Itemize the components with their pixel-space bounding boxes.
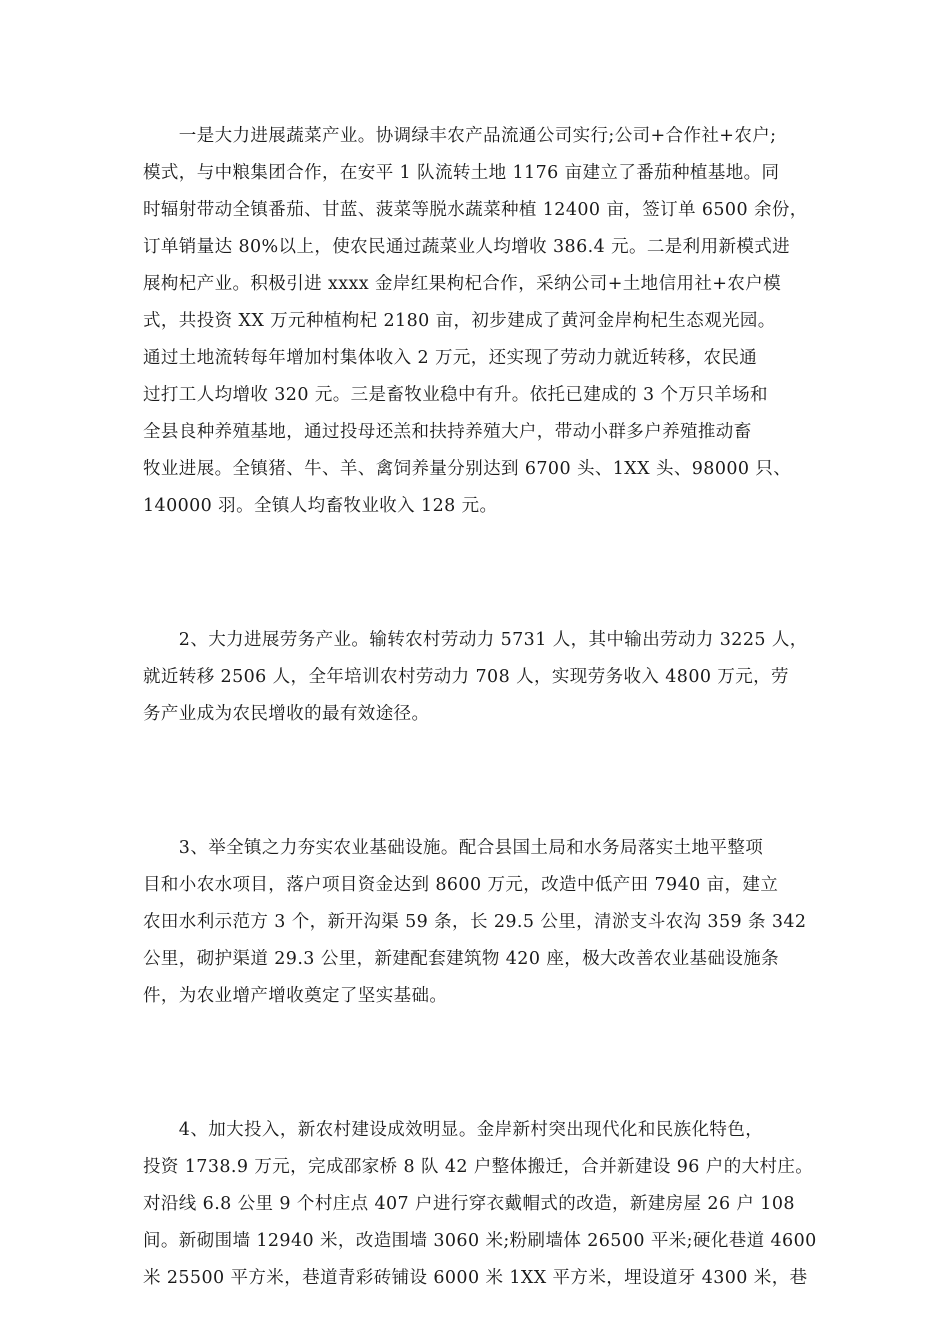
text-line: 展枸杞产业。积极引进 xxxx 金岸红果枸杞合作，采纳公司+土地信用社+农户模 (143, 274, 782, 294)
text-line: 一是大力进展蔬菜产业。协调绿丰农产品流通公司实行;公司+合作社+农户; (143, 126, 777, 146)
text-line: 4、加大投入，新农村建设成效明显。金岸新村突出现代化和民族化特色， (143, 1120, 764, 1140)
text-line: 全县良种养殖基地，通过投母还羔和扶持养殖大户，带动小群多户养殖推动畜 (143, 422, 752, 442)
text-line: 式，共投资 XX 万元种植枸杞 2180 亩，初步建成了黄河金岸枸杞生态观光园。 (143, 311, 776, 331)
text-line: 目和小农水项目，落户项目资金达到 8600 万元，改造中低产田 7940 亩，建立 (143, 875, 779, 895)
text-line: 务产业成为农民增收的最有效途径。 (143, 704, 430, 724)
text-line: 牧业进展。全镇猪、牛、羊、禽饲养量分别达到 6700 头、1XX 头、98000 只、 (143, 459, 792, 479)
text-line: 米 25500 平方米，巷道青彩砖铺设 6000 米 1XX 平方米，埋设道牙 4300 米，巷 (143, 1268, 808, 1288)
text-line: 公里，砌护渠道 29.3 公里，新建配套建筑物 420 座，极大改善农业基础设施条 (143, 949, 780, 969)
text-line: 模式，与中粮集团合作，在安平 1 队流转土地 1176 亩建立了番茄种植基地。同 (143, 163, 780, 183)
text-line: 时辐射带动全镇番茄、甘蓝、菠菜等脱水蔬菜种植 12400 亩，签订单 6500 余份， (143, 200, 808, 220)
text-line: 2、大力进展劳务产业。输转农村劳动力 5731 人，其中输出劳动力 3225 人， (143, 630, 808, 650)
text-line: 间。新砌围墙 12940 米，改造围墙 3060 米;粉刷墙体 26500 平米;硬化巷道 4600 (143, 1231, 817, 1251)
text-line: 140000 羽。全镇人均畜牧业收入 128 元。 (143, 496, 498, 516)
text-line: 订单销量达 80%以上，使农民通过蔬菜业人均增收 386.4 元。二是利用新模式进 (143, 237, 791, 257)
text-line: 过打工人均增收 320 元。三是畜牧业稳中有升。依托已建成的 3 个万只羊场和 (143, 385, 768, 405)
text-line: 就近转移 2506 人，全年培训农村劳动力 708 人，实现劳务收入 4800 万元，劳 (143, 667, 789, 687)
text-line: 件，为农业增产增收奠定了坚实基础。 (143, 986, 448, 1006)
text-line: 投资 1738.9 万元，完成邵家桥 8 队 42 户整体搬迁，合并新建设 96 户的大村庄。 (143, 1157, 814, 1177)
text-line: 3、举全镇之力夯实农业基础设施。配合县国土局和水务局落实土地平整项 (143, 838, 764, 858)
text-line: 通过土地流转每年增加村集体收入 2 万元，还实现了劳动力就近转移，农民通 (143, 348, 758, 368)
text-line: 对沿线 6.8 公里 9 个村庄点 407 户进行穿衣戴帽式的改造，新建房屋 26 户 108 (143, 1194, 795, 1214)
text-line: 农田水利示范方 3 个，新开沟渠 59 条，长 29.5 公里，清淤支斗农沟 359 条 342 (143, 912, 807, 932)
